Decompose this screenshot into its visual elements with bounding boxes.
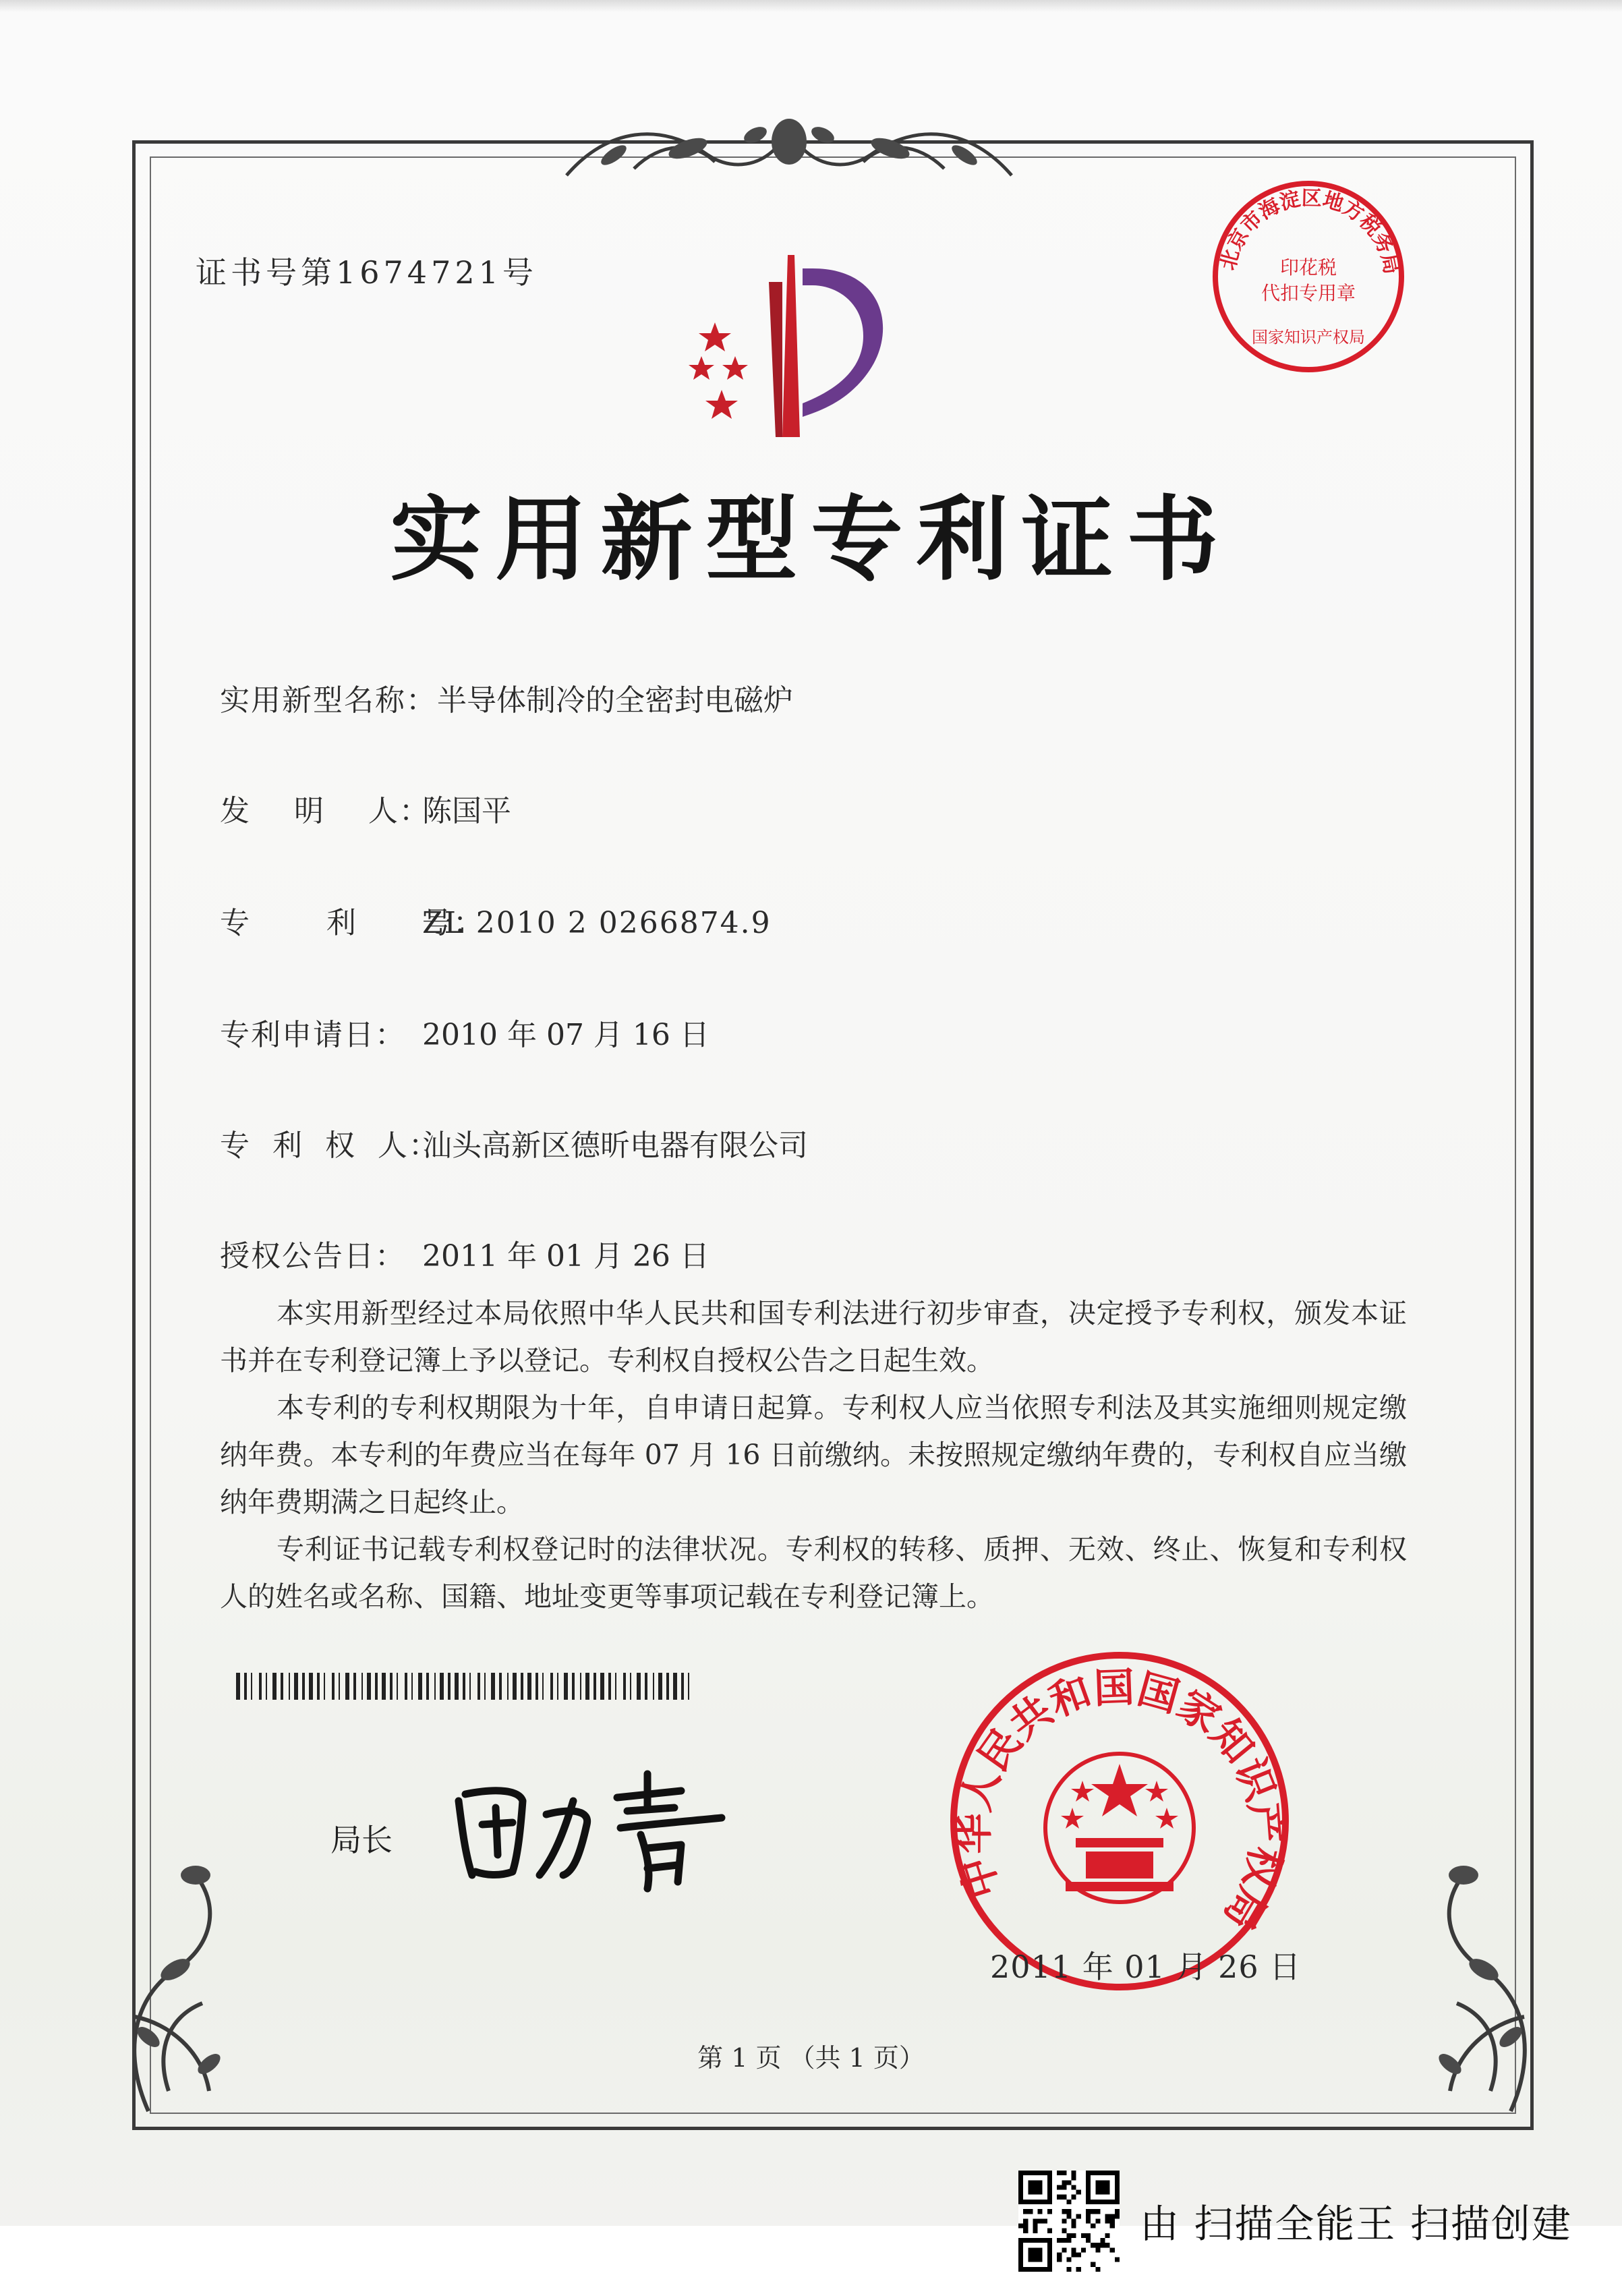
field-label: 实用新型名称：: [220, 683, 437, 718]
official-seal-text: 中华人民共和国国家知识产权局: [950, 1664, 1290, 1938]
scanner-watermark-text: 由 扫描全能王 扫描创建: [1140, 2201, 1572, 2247]
body-paragraph: 本实用新型经过本局依照中华人民共和国专利法进行初步审查，决定授予专利权，颁发本证书并在专利登记簿上予以登记。专利权自授权公告之日起生效。: [220, 1297, 1407, 1377]
tax-seal-bottom-text: 国家知识产权局: [1252, 328, 1365, 347]
field-value: 陈国平: [422, 794, 511, 828]
tax-seal-center-line2: 代扣专用章: [1261, 282, 1356, 304]
field-application-date: [220, 1010, 709, 1054]
field-label: 发 明 人：: [220, 794, 430, 828]
director-signature-icon: [445, 1760, 769, 1898]
top-ornament-icon: [553, 101, 1025, 189]
patent-office-logo-icon: [674, 255, 917, 447]
field-patent-number: [220, 898, 772, 942]
field-value: ZL 2010 2 0266874.9: [422, 906, 772, 940]
field-patentee: [220, 1121, 808, 1164]
certificate-number: 证书号第1674721号: [196, 254, 538, 291]
field-value: 2010 年 07 月 16 日: [422, 1018, 709, 1052]
tax-seal-ring-text: 北京市海淀区地方税务局: [1216, 186, 1403, 277]
certificate-body: [220, 1290, 1407, 1620]
field-grant-date: [220, 1232, 709, 1275]
corner-ornament-right-icon: [1376, 1848, 1551, 2118]
field-value: 半导体制冷的全密封电磁炉: [437, 683, 793, 718]
tax-stamp-seal: [1207, 175, 1410, 380]
qr-code-icon: [1018, 2171, 1120, 2274]
field-value: 2011 年 01 月 26 日: [422, 1239, 709, 1273]
field-inventor: [220, 786, 511, 830]
page-number: 第 1 页 （共 1 页）: [697, 2043, 925, 2073]
body-paragraph: 专利证书记载专利权登记时的法律状况。专利权的转移、质押、无效、终止、恢复和专利权人的姓名或名称、国籍、地址变更等事项记载在专利登记簿上。: [220, 1533, 1407, 1613]
director-label: 局长: [330, 1822, 393, 1858]
certificate-title: 实用新型专利证书: [390, 487, 1232, 594]
scan-edge-shadow: [0, 0, 1622, 12]
field-label: 授权公告日：: [220, 1239, 406, 1273]
corner-ornament-left-icon: [108, 1848, 283, 2118]
barcode-icon: [236, 1673, 695, 1702]
field-label: 专 利 号：: [220, 906, 484, 940]
tax-seal-center-line1: 印花税: [1279, 256, 1337, 279]
issue-date: 2011 年 01 月 26 日: [990, 1949, 1302, 1985]
field-value: 汕头高新区德昕电器有限公司: [422, 1128, 808, 1163]
field-utility-model-name: [220, 676, 793, 719]
body-paragraph: 本专利的专利权期限为十年，自申请日起算。专利权人应当依照专利法及其实施细则规定缴纳年费。本专利的年费应当在每年 07 月 16 日前缴纳。未按照规定缴纳年费的，专利权自应当缴纳年费期满之日起终止。: [220, 1391, 1407, 1518]
field-label: 专 利 权 人：: [220, 1128, 440, 1163]
field-label: 专利申请日：: [220, 1018, 406, 1052]
